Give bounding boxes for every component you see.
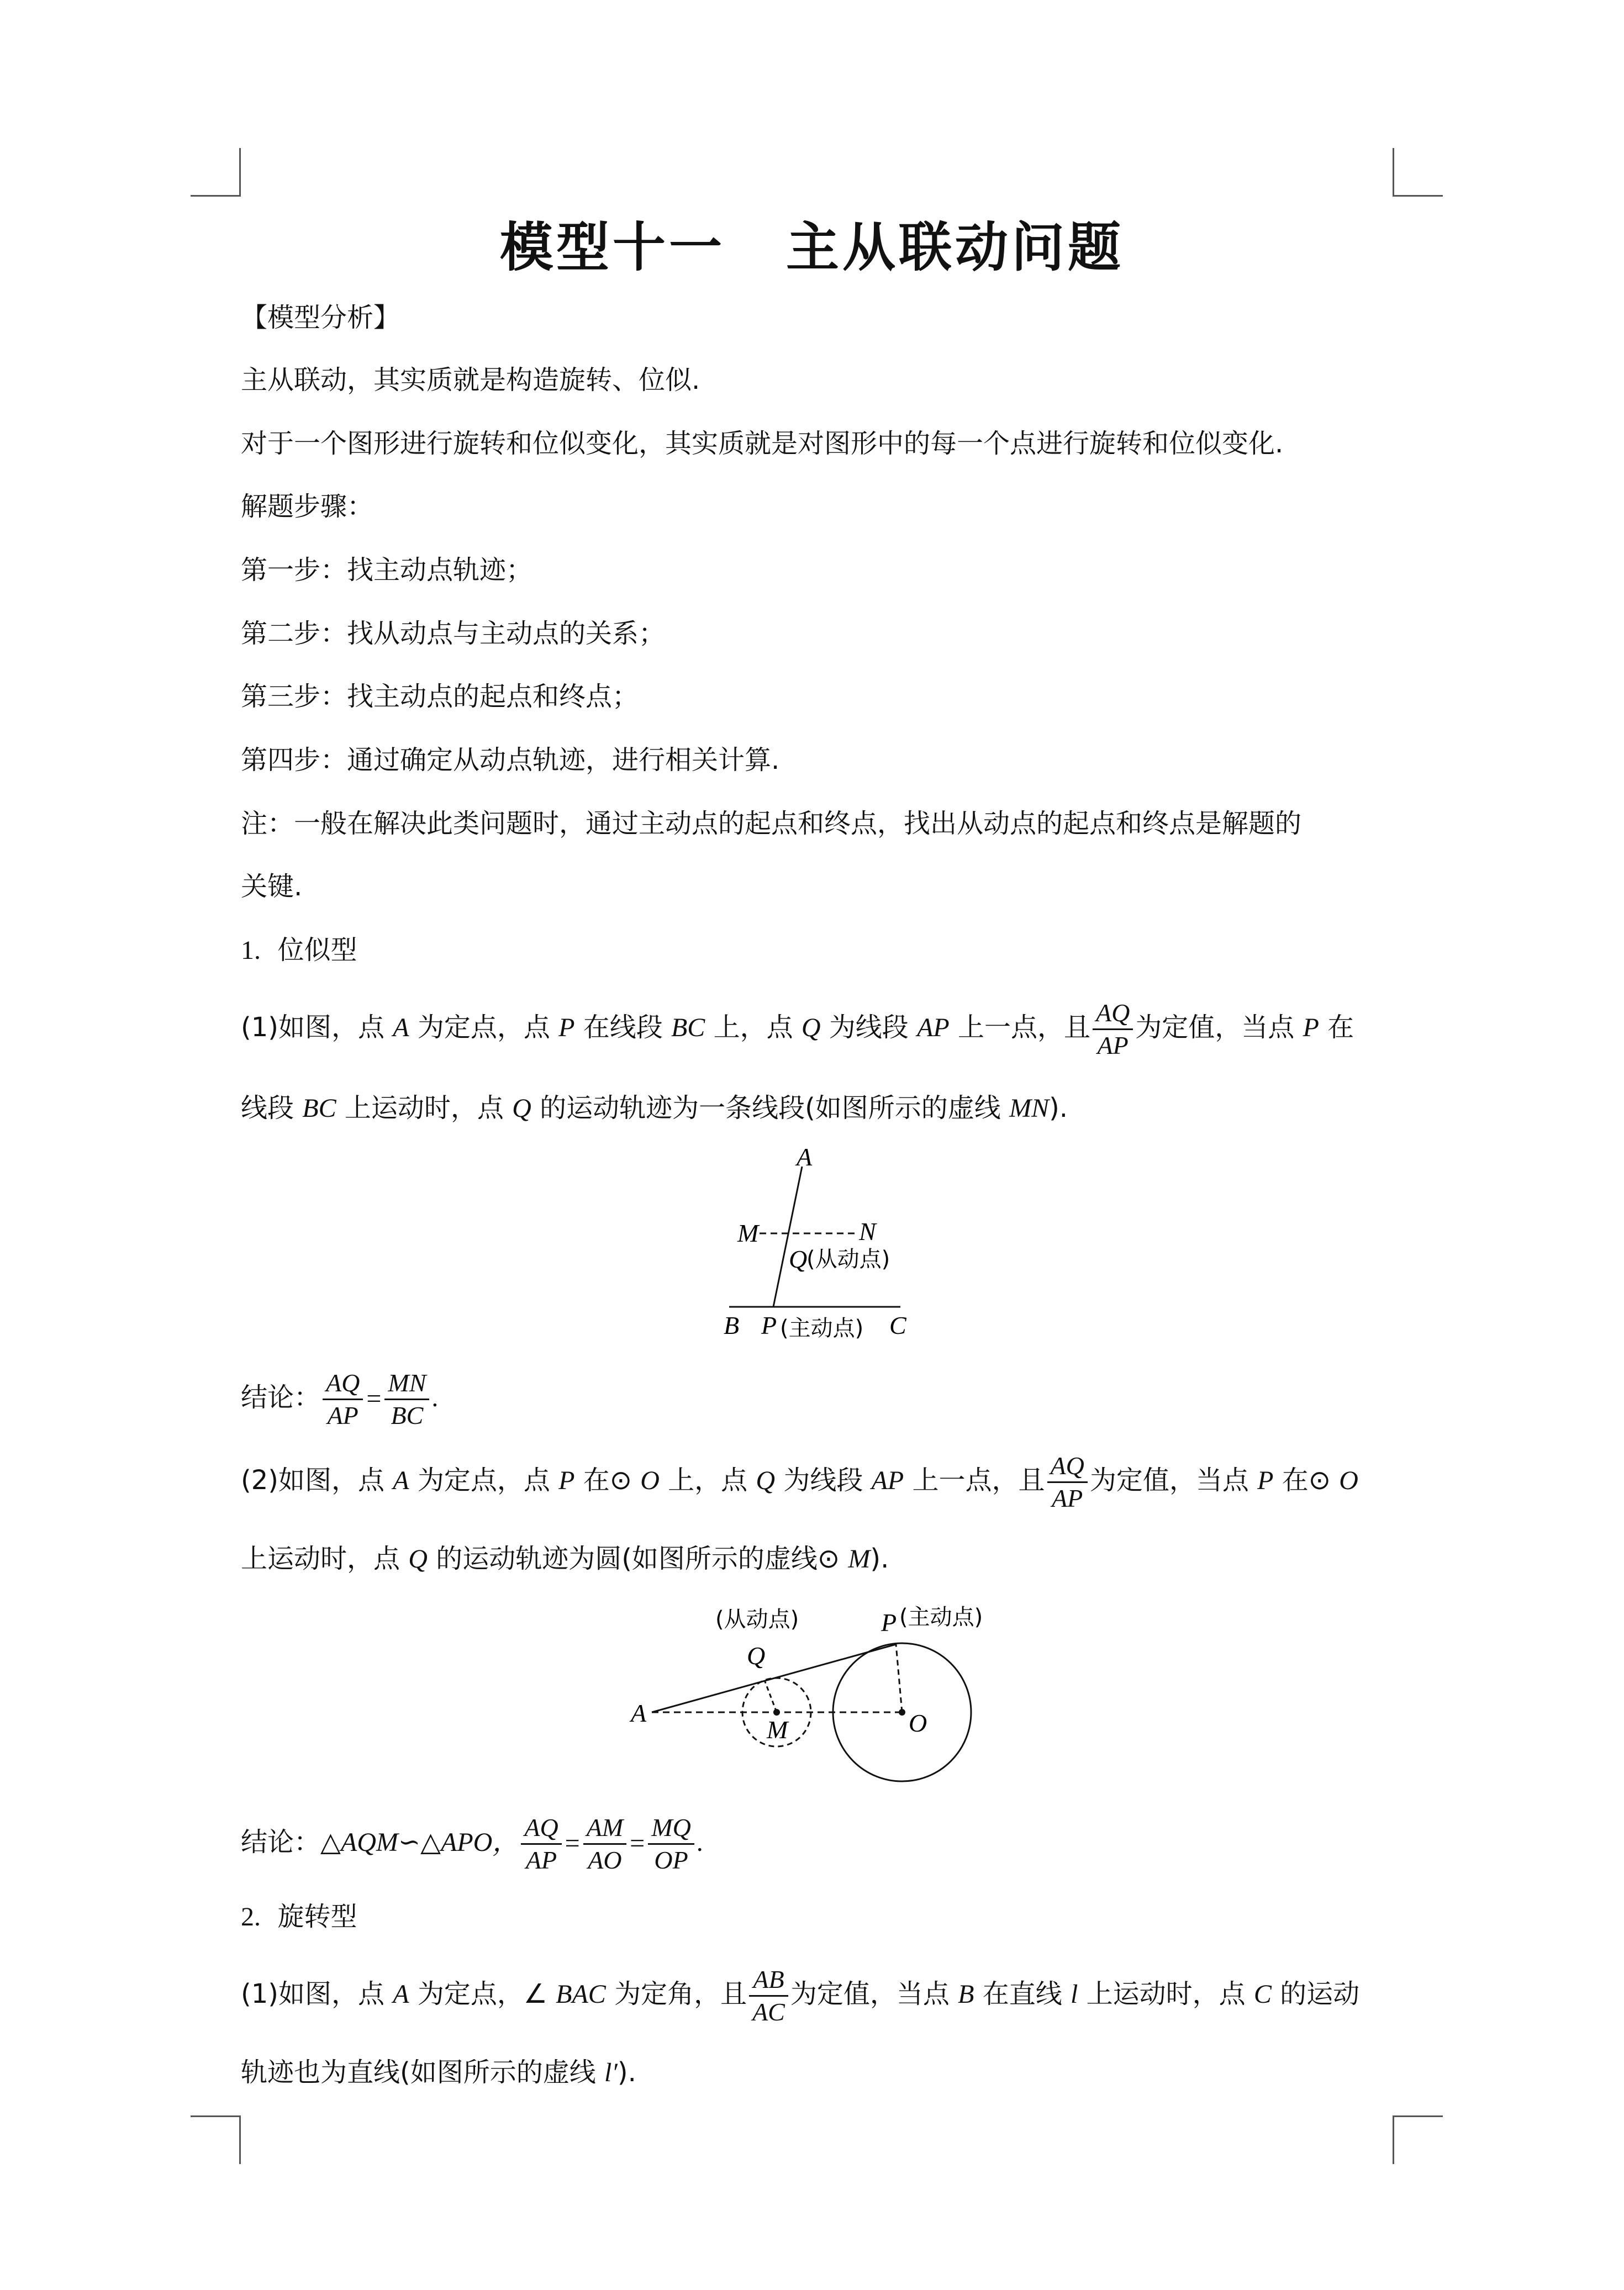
section-heading-analysis: 【模型分析】	[241, 302, 400, 333]
section-1-title: 位似型	[277, 935, 357, 965]
intro-line-1: 主从联动，其实质就是构造旋转、位似.	[241, 365, 700, 395]
step-3: 第三步：找主动点的起点和终点；	[241, 681, 639, 712]
label-c: C	[889, 1311, 906, 1339]
conclusion-1: 结论： $\frac{AQ}{AP}$ = $\frac{MN}{BC}$ .	[241, 1368, 439, 1429]
title-part2: 主从联动问题	[786, 217, 1124, 278]
dashed-op	[896, 1644, 902, 1712]
section-1-number: 1.	[241, 936, 261, 965]
fraction-aq-ap: $\frac{AQ}{AP}$	[1093, 998, 1133, 1061]
label-follower: (从动点)	[715, 1607, 799, 1632]
label-q: Q	[789, 1245, 808, 1273]
label-leader: (主动点)	[899, 1605, 983, 1630]
crop-mark-tr-h	[1393, 195, 1443, 197]
case-2-1-line-2: 轨迹也为直线(如图所示的虚线 l′).	[241, 2057, 636, 2088]
step-2: 第二步：找从动点与主动点的关系；	[241, 618, 666, 649]
conclusion-2: 结论：△AQM∽△APO， $\frac{AQ}{AP}$ = $\frac{AM}{AO}$ = $\frac{MQ}{OP}$ .	[241, 1813, 703, 1874]
crop-mark-tl-h	[191, 195, 241, 197]
case-2-1-line-1: (1)如图，点 A 为定点，∠ BAC 为定角，且 $\frac{AB}{AC}$ 为定值，当点 B 在直线 l 上运动时，点 C 的运动	[241, 1965, 1360, 2026]
figure-homothety-segment	[718, 1143, 939, 1348]
step-1: 第一步：找主动点轨迹；	[241, 555, 533, 585]
case-1-2-line-1: (2)如图，点 A 为定点，点 P 在⊙ O 上，点 Q 为线段 AP 上一点，且 $\frac{AQ}{AP}$ 为定值，当点 P 在⊙ O	[241, 1451, 1358, 1512]
section-1-heading	[241, 933, 1401, 967]
intro-line-2: 对于一个图形进行旋转和位似变化，其实质就是对图形中的每一个点进行旋转和位似变化.	[241, 428, 1284, 459]
label-a: A	[631, 1699, 647, 1727]
case-1-2-line-2: 上运动时，点 Q 的运动轨迹为圆(如图所示的虚线⊙ M).	[241, 1543, 889, 1574]
label-b: B	[724, 1311, 740, 1339]
label-a: A	[797, 1143, 813, 1171]
segment-ap	[652, 1644, 896, 1712]
crop-mark-tl-v	[239, 148, 241, 197]
section-2-title: 旋转型	[277, 1901, 357, 1932]
crop-mark-br-h	[1393, 2115, 1443, 2117]
label-q: Q	[747, 1642, 766, 1670]
crop-mark-bl-h	[191, 2115, 241, 2117]
label-o: O	[909, 1709, 927, 1737]
label-m: M	[737, 1219, 759, 1247]
label-leader: (主动点)	[780, 1316, 864, 1341]
label-p: P	[761, 1311, 777, 1339]
crop-mark-bl-v	[239, 2115, 241, 2164]
note-line-2: 关键.	[241, 871, 303, 902]
label-follower: (从动点)	[806, 1247, 890, 1272]
note-line-1: 注：一般在解决此类问题时，通过主动点的起点和终点，找出从动点的起点和终点是解题的	[241, 808, 1302, 839]
section-2-heading	[241, 1900, 1401, 1934]
title-part1: 模型十一	[500, 217, 725, 278]
crop-mark-tr-v	[1393, 148, 1394, 197]
segment-ap	[773, 1167, 802, 1307]
case-1-1-line-1: (1)如图，点 A 为定点，点 P 在线段 BC 上，点 Q 为线段 AP 上一点，且 $\frac{AQ}{AP}$ 为定值，当点 P 在	[241, 994, 1401, 1061]
label-m: M	[767, 1716, 788, 1744]
figure-homothety-circle	[619, 1593, 1016, 1792]
dashed-mq	[764, 1680, 777, 1712]
page-title	[0, 205, 1624, 281]
step-4: 第四步：通过确定从动点轨迹，进行相关计算.	[241, 745, 780, 775]
label-p: P	[881, 1608, 897, 1637]
crop-mark-br-v	[1393, 2115, 1394, 2164]
point-m	[773, 1709, 780, 1716]
steps-title: 解题步骤：	[241, 491, 374, 522]
case-1-1-line-2: 线段 BC 上运动时，点 Q 的运动轨迹为一条线段(如图所示的虚线 MN).	[241, 1093, 1068, 1123]
section-2-number: 2.	[241, 1902, 261, 1932]
point-o	[899, 1709, 905, 1716]
label-n: N	[859, 1217, 876, 1246]
